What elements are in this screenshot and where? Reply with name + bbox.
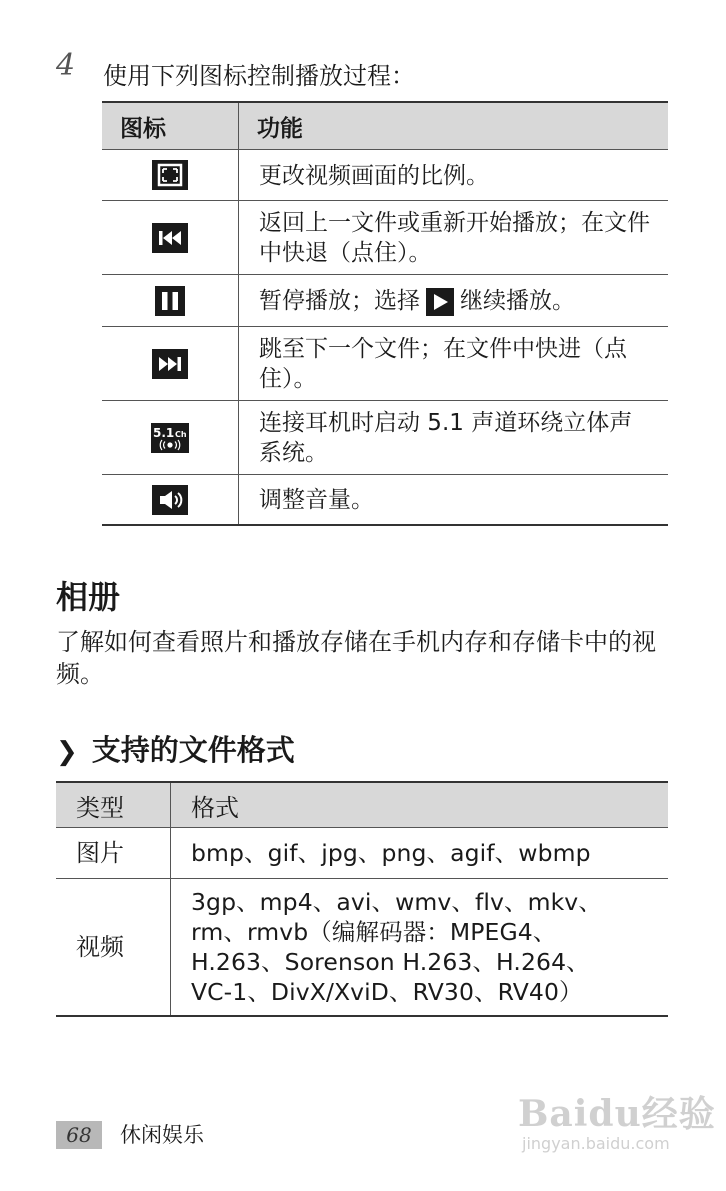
fast-forward-icon [152,349,188,379]
row-formats: 3gp、mp4、avi、wmv、flv、mkv、 rm、rmvb（编解码器：MPEG4、 H.263、Sorenson H.263、H.264、 VC-1、DivX/XviD、RV30、RV40） [171,879,669,1017]
chevron-right-icon: ❯ [56,737,78,767]
watermark [514,1082,716,1162]
table-row [102,475,668,525]
row-text: 更改视频画面的比例。 [239,150,669,201]
row-formats: bmp、gif、jpg、png、agif、wbmp [171,828,669,879]
section-title: 相册 [56,578,121,616]
row-text: 暂停播放；选择 继续播放。 [239,275,669,327]
watermark-url: jingyan.baidu.com [522,1134,670,1153]
table-row [102,327,668,401]
watermark-brand: Baidu经验 [518,1093,716,1135]
table-header-row [102,102,668,150]
formats-table [56,781,668,1017]
pause-icon [155,286,185,316]
volume-icon [152,485,188,515]
rewind-icon [152,223,188,253]
row-text: 连接耳机时启动 5.1 声道环绕立体声系统。 [239,401,669,475]
table-row [102,401,668,475]
surround-5-1-icon [151,423,189,453]
subsection-heading [56,728,295,769]
header-type: 类型 [56,782,171,828]
svg-text:5.1: 5.1 [153,425,175,440]
section-description: 了解如何查看照片和播放存储在手机内存和存储卡中的视频。 [56,628,656,688]
svg-text:Ch: Ch [175,429,187,439]
aspect-ratio-icon [152,160,188,190]
header-icon: 图标 [102,102,239,150]
table-row [56,879,668,1017]
step-text: 使用下列图标控制播放过程： [103,62,415,90]
page-number: 68 [56,1121,102,1149]
row-type: 图片 [56,828,171,879]
row-text: 跳至下一个文件；在文件中快进（点住）。 [239,327,669,401]
subsection-title: 支持的文件格式 [91,733,295,767]
row-text: 调整音量。 [239,475,669,525]
row-text: 返回上一文件或重新开始播放；在文件中快退（点住）。 [239,201,669,275]
header-format: 格式 [171,782,669,828]
table-row [102,201,668,275]
table-row [102,275,668,327]
table-row [56,828,668,879]
table-row [102,150,668,201]
step-number: 4 [56,48,76,83]
playback-icons-table [102,101,668,526]
table-header-row [56,782,668,828]
row-type: 视频 [56,879,171,1017]
chapter-label: 休闲娱乐 [120,1123,204,1147]
header-function: 功能 [239,102,669,150]
play-icon [426,288,454,316]
